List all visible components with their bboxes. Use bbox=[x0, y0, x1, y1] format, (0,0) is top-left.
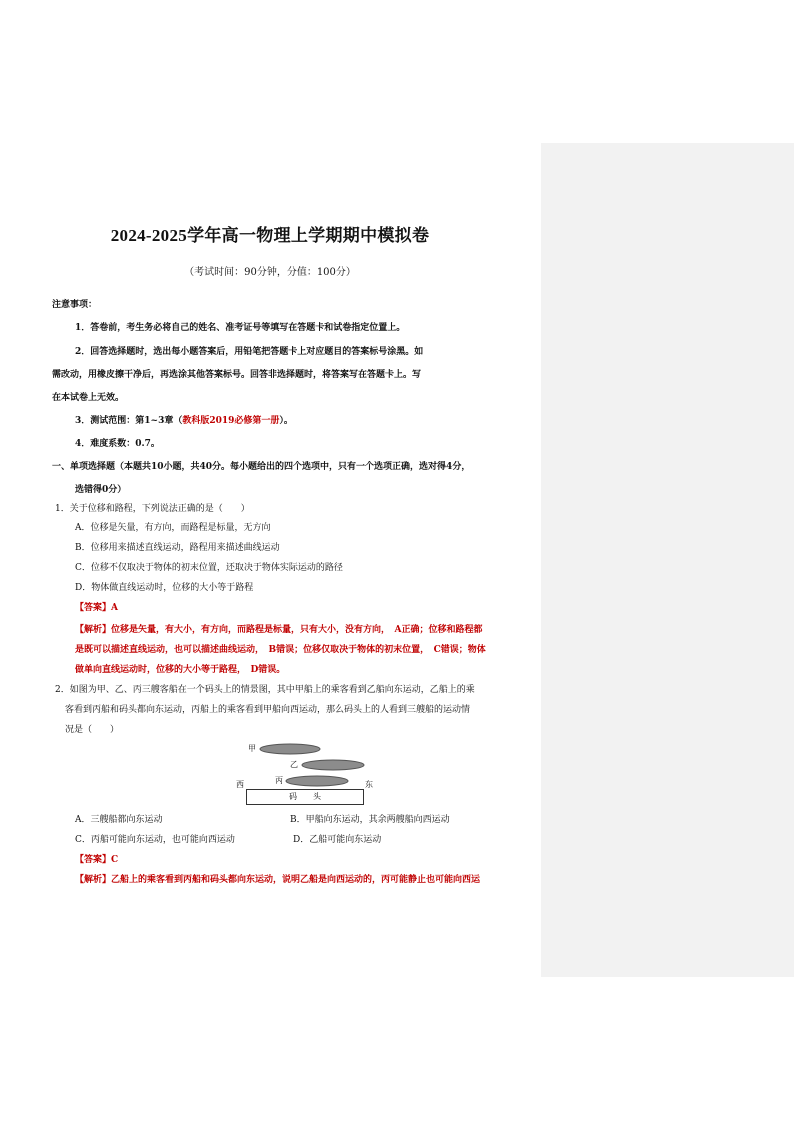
label-east: 东 bbox=[365, 780, 373, 789]
label-west: 西 bbox=[236, 780, 244, 789]
boat-jia bbox=[259, 743, 321, 755]
note-3 bbox=[75, 415, 293, 427]
q1-stem: 1．关于位移和路程，下列说法正确的是（ ） bbox=[55, 504, 250, 514]
label-bing: 丙 bbox=[275, 776, 283, 785]
q1-analysis-line-3: 做单向直线运动时，位移的大小等于路程， D错误。 bbox=[75, 665, 286, 675]
label-jia: 甲 bbox=[248, 744, 256, 753]
q2-option-d: D．乙船可能向东运动 bbox=[293, 835, 382, 845]
dock-label: 码 头 bbox=[289, 792, 321, 801]
q2-option-a: A．三艘船都向东运动 bbox=[75, 815, 163, 825]
comment-pane bbox=[541, 143, 794, 977]
q2-option-c: C．丙船可能向东运动，也可能向西运动 bbox=[75, 835, 235, 845]
note-2-line-3: 在本试卷上无效。 bbox=[52, 393, 125, 403]
note-4: 4．难度系数：0.7。 bbox=[75, 439, 160, 449]
boat-bing bbox=[285, 775, 349, 787]
q2-answer: 【答案】C bbox=[75, 855, 119, 865]
q1-analysis-line-1: 【解析】位移是矢量，有大小，有方向，而路程是标量，只有大小，没有方向， A正确；位移和路程都 bbox=[75, 625, 483, 635]
note-3-suffix: ）。 bbox=[279, 416, 293, 426]
note-3-prefix: 3．测试范围：第1~3章（ bbox=[75, 416, 183, 426]
q2-stem-line-2: 客看到丙船和码头都向东运动，丙船上的乘客看到甲船向西运动，那么码头上的人看到三艘船的运动情 bbox=[65, 705, 471, 715]
note-2-line-2: 需改动，用橡皮擦干净后，再选涂其他答案标号。回答非选择题时，将答案写在答题卡上。写 bbox=[52, 370, 422, 380]
q1-answer: 【答案】A bbox=[75, 603, 118, 613]
dock bbox=[246, 789, 364, 805]
exam-info: （考试时间：90分钟，分值：100分） bbox=[184, 267, 356, 278]
note-1: 1．答卷前，考生务必将自己的姓名、准考证号等填写在答题卡和试卷指定位置上。 bbox=[75, 323, 406, 333]
q1-option-a: A．位移是矢量，有方向，而路程是标量，无方向 bbox=[75, 523, 271, 533]
q2-option-b: B．甲船向东运动，其余两艘船向西运动 bbox=[290, 815, 450, 825]
q1-option-b: B．位移用来描述直线运动，路程用来描述曲线运动 bbox=[75, 543, 280, 553]
q2-analysis-line-1: 【解析】乙船上的乘客看到丙船和码头都向东运动，说明乙船是向西运动的，丙可能静止也可能向西运 bbox=[75, 875, 481, 885]
q2-stem-line-1: 2．如图为甲、乙、丙三艘客船在一个码头上的情景图，其中甲船上的乘客看到乙船向东运动，乙船上的乘 bbox=[55, 685, 475, 695]
label-yi: 乙 bbox=[290, 760, 298, 769]
q1-option-c: C．位移不仅取决于物体的初末位置，还取决于物体实际运动的路径 bbox=[75, 563, 343, 573]
section-1-heading: 一、单项选择题（本题共10小题，共40分。每小题给出的四个选项中，只有一个选项正确，选对得4分， bbox=[52, 462, 471, 472]
boat-yi bbox=[301, 759, 365, 771]
page-title: 2024-2025学年高一物理上学期期中模拟卷 bbox=[110, 226, 430, 245]
q1-analysis-line-2: 是既可以描述直线运动，也可以描述曲线运动， B错误；位移仅取决于物体的初末位置， C错误；物体 bbox=[75, 645, 486, 655]
note-2-line-1: 2．回答选择题时，选出每小题答案后，用铅笔把答题卡上对应题目的答案标号涂黑。如 bbox=[75, 347, 424, 357]
q2-stem-line-3: 况是（ ） bbox=[65, 725, 120, 735]
section-1-heading-cont: 选错得0分） bbox=[75, 485, 127, 495]
q1-option-d: D．物体做直线运动时，位移的大小等于路程 bbox=[75, 583, 254, 593]
boats-figure bbox=[232, 738, 382, 806]
textbook-version: 教科版2019必修第一册 bbox=[182, 416, 280, 426]
notes-heading: 注意事项： bbox=[52, 300, 98, 310]
